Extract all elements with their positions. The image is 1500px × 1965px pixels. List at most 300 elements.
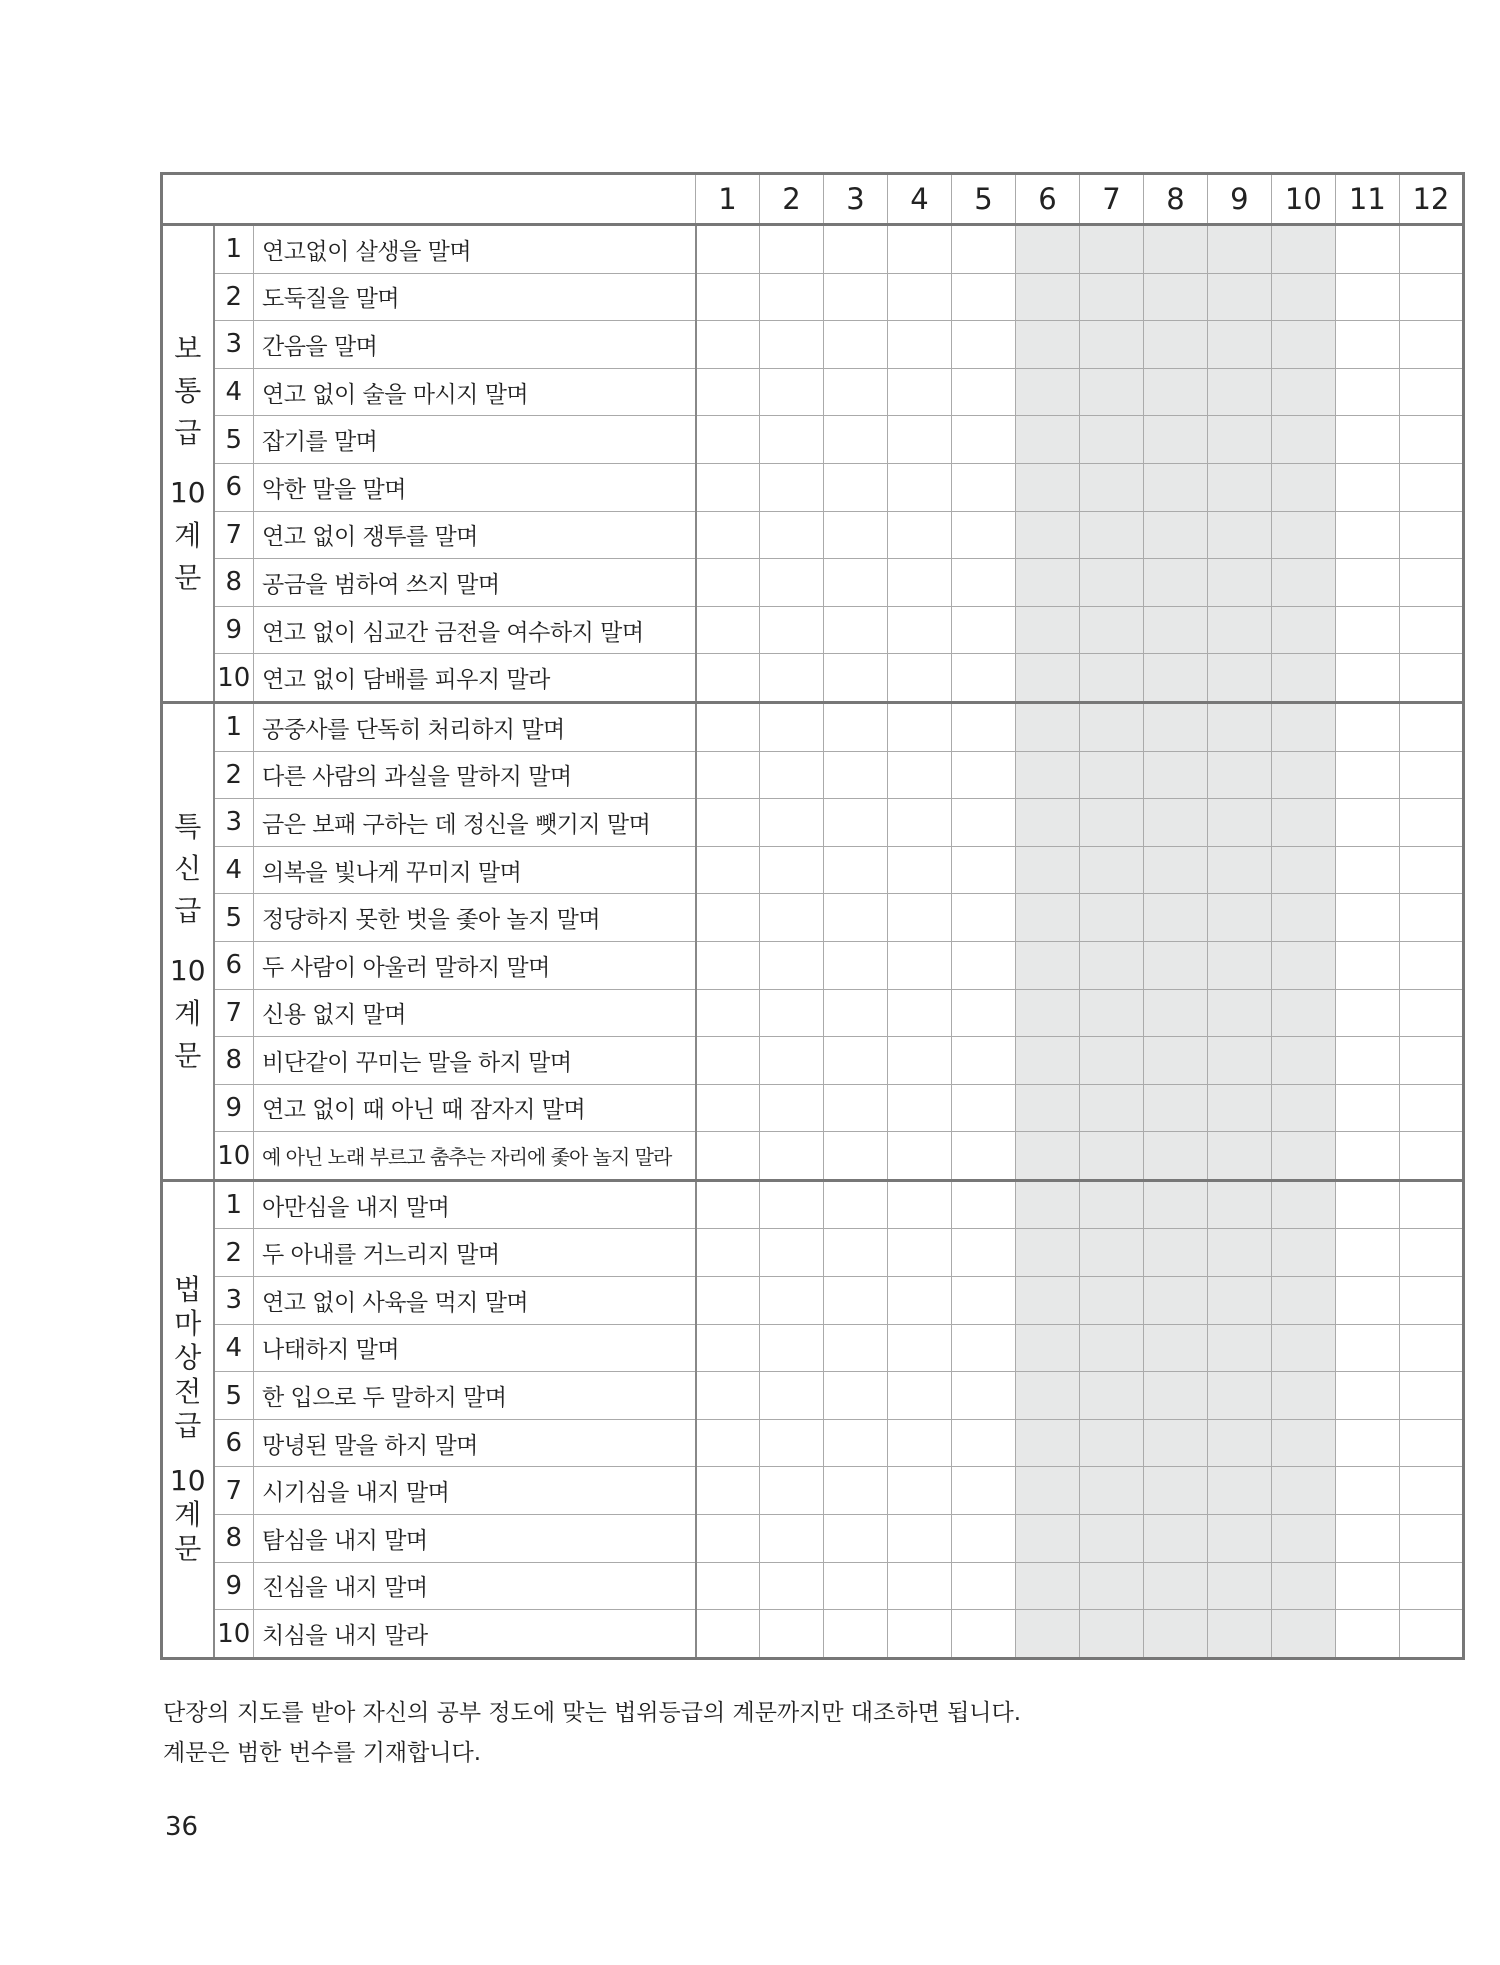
tally-cell-month-10[interactable]	[1271, 1515, 1335, 1563]
tally-cell-month-8[interactable]	[1143, 1467, 1207, 1515]
tally-cell-month-11[interactable]	[1335, 894, 1399, 942]
tally-cell-month-7[interactable]	[1079, 511, 1143, 559]
tally-cell-month-8[interactable]	[1143, 799, 1207, 847]
tally-cell-month-1[interactable]	[696, 941, 760, 989]
tally-cell-month-2[interactable]	[760, 1229, 824, 1277]
tally-cell-month-4[interactable]	[887, 1180, 951, 1229]
tally-cell-month-9[interactable]	[1207, 1372, 1271, 1420]
tally-cell-month-9[interactable]	[1207, 989, 1271, 1037]
tally-cell-month-7[interactable]	[1079, 1277, 1143, 1325]
tally-cell-month-3[interactable]	[824, 1324, 888, 1372]
tally-cell-month-2[interactable]	[760, 1084, 824, 1132]
tally-cell-month-11[interactable]	[1335, 511, 1399, 559]
tally-cell-month-10[interactable]	[1271, 225, 1335, 274]
tally-cell-month-5[interactable]	[951, 846, 1015, 894]
tally-cell-month-11[interactable]	[1335, 1610, 1399, 1659]
tally-cell-month-6[interactable]	[1015, 321, 1079, 369]
tally-cell-month-11[interactable]	[1335, 416, 1399, 464]
tally-cell-month-3[interactable]	[824, 1419, 888, 1467]
tally-cell-month-1[interactable]	[696, 799, 760, 847]
tally-cell-month-3[interactable]	[824, 1515, 888, 1563]
tally-cell-month-7[interactable]	[1079, 559, 1143, 607]
tally-cell-month-12[interactable]	[1399, 799, 1463, 847]
tally-cell-month-10[interactable]	[1271, 1277, 1335, 1325]
tally-cell-month-3[interactable]	[824, 702, 888, 751]
tally-cell-month-11[interactable]	[1335, 1419, 1399, 1467]
tally-cell-month-11[interactable]	[1335, 1372, 1399, 1420]
tally-cell-month-10[interactable]	[1271, 559, 1335, 607]
tally-cell-month-12[interactable]	[1399, 1515, 1463, 1563]
tally-cell-month-8[interactable]	[1143, 1084, 1207, 1132]
tally-cell-month-9[interactable]	[1207, 225, 1271, 274]
tally-cell-month-4[interactable]	[887, 1229, 951, 1277]
tally-cell-month-3[interactable]	[824, 321, 888, 369]
tally-cell-month-6[interactable]	[1015, 225, 1079, 274]
tally-cell-month-12[interactable]	[1399, 1467, 1463, 1515]
tally-cell-month-4[interactable]	[887, 1037, 951, 1085]
tally-cell-month-12[interactable]	[1399, 1562, 1463, 1610]
tally-cell-month-8[interactable]	[1143, 225, 1207, 274]
tally-cell-month-5[interactable]	[951, 1610, 1015, 1659]
tally-cell-month-11[interactable]	[1335, 702, 1399, 751]
tally-cell-month-7[interactable]	[1079, 463, 1143, 511]
tally-cell-month-5[interactable]	[951, 654, 1015, 703]
tally-cell-month-12[interactable]	[1399, 511, 1463, 559]
tally-cell-month-8[interactable]	[1143, 1419, 1207, 1467]
tally-cell-month-9[interactable]	[1207, 1084, 1271, 1132]
tally-cell-month-6[interactable]	[1015, 846, 1079, 894]
tally-cell-month-12[interactable]	[1399, 321, 1463, 369]
tally-cell-month-5[interactable]	[951, 941, 1015, 989]
tally-cell-month-7[interactable]	[1079, 1467, 1143, 1515]
tally-cell-month-7[interactable]	[1079, 416, 1143, 464]
tally-cell-month-7[interactable]	[1079, 751, 1143, 799]
tally-cell-month-7[interactable]	[1079, 1324, 1143, 1372]
tally-cell-month-6[interactable]	[1015, 1467, 1079, 1515]
tally-cell-month-7[interactable]	[1079, 606, 1143, 654]
tally-cell-month-11[interactable]	[1335, 751, 1399, 799]
tally-cell-month-12[interactable]	[1399, 1277, 1463, 1325]
tally-cell-month-6[interactable]	[1015, 989, 1079, 1037]
tally-cell-month-5[interactable]	[951, 894, 1015, 942]
tally-cell-month-2[interactable]	[760, 1562, 824, 1610]
tally-cell-month-7[interactable]	[1079, 989, 1143, 1037]
tally-cell-month-5[interactable]	[951, 273, 1015, 321]
tally-cell-month-2[interactable]	[760, 941, 824, 989]
tally-cell-month-12[interactable]	[1399, 1084, 1463, 1132]
tally-cell-month-7[interactable]	[1079, 1037, 1143, 1085]
tally-cell-month-5[interactable]	[951, 368, 1015, 416]
tally-cell-month-1[interactable]	[696, 1229, 760, 1277]
tally-cell-month-4[interactable]	[887, 225, 951, 274]
tally-cell-month-11[interactable]	[1335, 1037, 1399, 1085]
tally-cell-month-11[interactable]	[1335, 368, 1399, 416]
tally-cell-month-2[interactable]	[760, 799, 824, 847]
tally-cell-month-9[interactable]	[1207, 1277, 1271, 1325]
tally-cell-month-7[interactable]	[1079, 1610, 1143, 1659]
tally-cell-month-9[interactable]	[1207, 511, 1271, 559]
tally-cell-month-5[interactable]	[951, 463, 1015, 511]
tally-cell-month-6[interactable]	[1015, 1180, 1079, 1229]
tally-cell-month-7[interactable]	[1079, 273, 1143, 321]
tally-cell-month-5[interactable]	[951, 1084, 1015, 1132]
tally-cell-month-3[interactable]	[824, 941, 888, 989]
tally-cell-month-2[interactable]	[760, 894, 824, 942]
tally-cell-month-11[interactable]	[1335, 1515, 1399, 1563]
tally-cell-month-5[interactable]	[951, 1324, 1015, 1372]
tally-cell-month-7[interactable]	[1079, 1562, 1143, 1610]
tally-cell-month-3[interactable]	[824, 1037, 888, 1085]
tally-cell-month-2[interactable]	[760, 559, 824, 607]
tally-cell-month-8[interactable]	[1143, 1562, 1207, 1610]
tally-cell-month-10[interactable]	[1271, 1084, 1335, 1132]
tally-cell-month-3[interactable]	[824, 989, 888, 1037]
tally-cell-month-7[interactable]	[1079, 1084, 1143, 1132]
tally-cell-month-10[interactable]	[1271, 894, 1335, 942]
tally-cell-month-4[interactable]	[887, 1372, 951, 1420]
tally-cell-month-3[interactable]	[824, 1229, 888, 1277]
tally-cell-month-12[interactable]	[1399, 1610, 1463, 1659]
tally-cell-month-6[interactable]	[1015, 511, 1079, 559]
tally-cell-month-7[interactable]	[1079, 1419, 1143, 1467]
tally-cell-month-9[interactable]	[1207, 1229, 1271, 1277]
tally-cell-month-8[interactable]	[1143, 1610, 1207, 1659]
tally-cell-month-10[interactable]	[1271, 511, 1335, 559]
tally-cell-month-8[interactable]	[1143, 1277, 1207, 1325]
tally-cell-month-1[interactable]	[696, 1562, 760, 1610]
tally-cell-month-11[interactable]	[1335, 606, 1399, 654]
tally-cell-month-4[interactable]	[887, 463, 951, 511]
tally-cell-month-1[interactable]	[696, 225, 760, 274]
tally-cell-month-2[interactable]	[760, 846, 824, 894]
tally-cell-month-3[interactable]	[824, 654, 888, 703]
tally-cell-month-3[interactable]	[824, 1467, 888, 1515]
tally-cell-month-9[interactable]	[1207, 416, 1271, 464]
tally-cell-month-1[interactable]	[696, 273, 760, 321]
tally-cell-month-9[interactable]	[1207, 463, 1271, 511]
tally-cell-month-5[interactable]	[951, 799, 1015, 847]
tally-cell-month-3[interactable]	[824, 463, 888, 511]
tally-cell-month-3[interactable]	[824, 846, 888, 894]
tally-cell-month-2[interactable]	[760, 321, 824, 369]
tally-cell-month-9[interactable]	[1207, 941, 1271, 989]
tally-cell-month-4[interactable]	[887, 1515, 951, 1563]
tally-cell-month-11[interactable]	[1335, 799, 1399, 847]
tally-cell-month-11[interactable]	[1335, 989, 1399, 1037]
tally-cell-month-9[interactable]	[1207, 751, 1271, 799]
tally-cell-month-4[interactable]	[887, 1419, 951, 1467]
tally-cell-month-12[interactable]	[1399, 846, 1463, 894]
tally-cell-month-6[interactable]	[1015, 606, 1079, 654]
tally-cell-month-9[interactable]	[1207, 273, 1271, 321]
tally-cell-month-2[interactable]	[760, 1132, 824, 1181]
tally-cell-month-1[interactable]	[696, 1132, 760, 1181]
tally-cell-month-1[interactable]	[696, 321, 760, 369]
tally-cell-month-10[interactable]	[1271, 1467, 1335, 1515]
tally-cell-month-10[interactable]	[1271, 654, 1335, 703]
tally-cell-month-8[interactable]	[1143, 1324, 1207, 1372]
tally-cell-month-10[interactable]	[1271, 321, 1335, 369]
tally-cell-month-2[interactable]	[760, 1515, 824, 1563]
tally-cell-month-6[interactable]	[1015, 1610, 1079, 1659]
tally-cell-month-8[interactable]	[1143, 1372, 1207, 1420]
tally-cell-month-11[interactable]	[1335, 1277, 1399, 1325]
tally-cell-month-10[interactable]	[1271, 1419, 1335, 1467]
tally-cell-month-1[interactable]	[696, 1277, 760, 1325]
tally-cell-month-12[interactable]	[1399, 368, 1463, 416]
tally-cell-month-9[interactable]	[1207, 1180, 1271, 1229]
tally-cell-month-3[interactable]	[824, 1132, 888, 1181]
tally-cell-month-2[interactable]	[760, 1610, 824, 1659]
tally-cell-month-4[interactable]	[887, 1562, 951, 1610]
tally-cell-month-1[interactable]	[696, 654, 760, 703]
tally-cell-month-5[interactable]	[951, 511, 1015, 559]
tally-cell-month-3[interactable]	[824, 894, 888, 942]
tally-cell-month-2[interactable]	[760, 511, 824, 559]
tally-cell-month-6[interactable]	[1015, 1562, 1079, 1610]
tally-cell-month-12[interactable]	[1399, 559, 1463, 607]
tally-cell-month-3[interactable]	[824, 273, 888, 321]
tally-cell-month-8[interactable]	[1143, 846, 1207, 894]
tally-cell-month-4[interactable]	[887, 846, 951, 894]
tally-cell-month-10[interactable]	[1271, 941, 1335, 989]
tally-cell-month-8[interactable]	[1143, 416, 1207, 464]
tally-cell-month-6[interactable]	[1015, 1372, 1079, 1420]
tally-cell-month-8[interactable]	[1143, 1132, 1207, 1181]
tally-cell-month-2[interactable]	[760, 463, 824, 511]
tally-cell-month-11[interactable]	[1335, 225, 1399, 274]
tally-cell-month-9[interactable]	[1207, 1037, 1271, 1085]
tally-cell-month-12[interactable]	[1399, 989, 1463, 1037]
tally-cell-month-5[interactable]	[951, 225, 1015, 274]
tally-cell-month-5[interactable]	[951, 1515, 1015, 1563]
tally-cell-month-8[interactable]	[1143, 606, 1207, 654]
tally-cell-month-9[interactable]	[1207, 321, 1271, 369]
tally-cell-month-6[interactable]	[1015, 416, 1079, 464]
tally-cell-month-10[interactable]	[1271, 1132, 1335, 1181]
tally-cell-month-4[interactable]	[887, 1084, 951, 1132]
tally-cell-month-5[interactable]	[951, 559, 1015, 607]
tally-cell-month-4[interactable]	[887, 941, 951, 989]
tally-cell-month-12[interactable]	[1399, 273, 1463, 321]
tally-cell-month-9[interactable]	[1207, 606, 1271, 654]
tally-cell-month-11[interactable]	[1335, 941, 1399, 989]
tally-cell-month-10[interactable]	[1271, 1562, 1335, 1610]
tally-cell-month-2[interactable]	[760, 1180, 824, 1229]
tally-cell-month-2[interactable]	[760, 702, 824, 751]
tally-cell-month-11[interactable]	[1335, 1562, 1399, 1610]
tally-cell-month-11[interactable]	[1335, 1180, 1399, 1229]
tally-cell-month-12[interactable]	[1399, 1229, 1463, 1277]
tally-cell-month-7[interactable]	[1079, 654, 1143, 703]
tally-cell-month-8[interactable]	[1143, 894, 1207, 942]
tally-cell-month-7[interactable]	[1079, 799, 1143, 847]
tally-cell-month-2[interactable]	[760, 1037, 824, 1085]
tally-cell-month-1[interactable]	[696, 416, 760, 464]
tally-cell-month-9[interactable]	[1207, 1419, 1271, 1467]
tally-cell-month-9[interactable]	[1207, 1132, 1271, 1181]
tally-cell-month-1[interactable]	[696, 1372, 760, 1420]
tally-cell-month-4[interactable]	[887, 511, 951, 559]
tally-cell-month-1[interactable]	[696, 1515, 760, 1563]
tally-cell-month-6[interactable]	[1015, 1324, 1079, 1372]
tally-cell-month-10[interactable]	[1271, 846, 1335, 894]
tally-cell-month-2[interactable]	[760, 989, 824, 1037]
tally-cell-month-8[interactable]	[1143, 321, 1207, 369]
tally-cell-month-5[interactable]	[951, 702, 1015, 751]
tally-cell-month-8[interactable]	[1143, 1515, 1207, 1563]
tally-cell-month-5[interactable]	[951, 606, 1015, 654]
tally-cell-month-3[interactable]	[824, 799, 888, 847]
tally-cell-month-3[interactable]	[824, 1610, 888, 1659]
tally-cell-month-11[interactable]	[1335, 1132, 1399, 1181]
tally-cell-month-5[interactable]	[951, 1229, 1015, 1277]
tally-cell-month-7[interactable]	[1079, 702, 1143, 751]
tally-cell-month-7[interactable]	[1079, 1372, 1143, 1420]
tally-cell-month-12[interactable]	[1399, 1132, 1463, 1181]
tally-cell-month-10[interactable]	[1271, 463, 1335, 511]
tally-cell-month-3[interactable]	[824, 559, 888, 607]
tally-cell-month-5[interactable]	[951, 1132, 1015, 1181]
tally-cell-month-7[interactable]	[1079, 321, 1143, 369]
tally-cell-month-8[interactable]	[1143, 1037, 1207, 1085]
tally-cell-month-3[interactable]	[824, 1277, 888, 1325]
tally-cell-month-4[interactable]	[887, 368, 951, 416]
tally-cell-month-9[interactable]	[1207, 1610, 1271, 1659]
tally-cell-month-2[interactable]	[760, 654, 824, 703]
tally-cell-month-2[interactable]	[760, 1277, 824, 1325]
tally-cell-month-2[interactable]	[760, 1372, 824, 1420]
tally-cell-month-5[interactable]	[951, 1419, 1015, 1467]
tally-cell-month-4[interactable]	[887, 1467, 951, 1515]
tally-cell-month-11[interactable]	[1335, 463, 1399, 511]
tally-cell-month-8[interactable]	[1143, 1229, 1207, 1277]
tally-cell-month-7[interactable]	[1079, 1132, 1143, 1181]
tally-cell-month-2[interactable]	[760, 1419, 824, 1467]
tally-cell-month-8[interactable]	[1143, 1180, 1207, 1229]
tally-cell-month-5[interactable]	[951, 1372, 1015, 1420]
tally-cell-month-1[interactable]	[696, 846, 760, 894]
tally-cell-month-4[interactable]	[887, 702, 951, 751]
tally-cell-month-9[interactable]	[1207, 799, 1271, 847]
tally-cell-month-8[interactable]	[1143, 941, 1207, 989]
tally-cell-month-5[interactable]	[951, 751, 1015, 799]
tally-cell-month-6[interactable]	[1015, 702, 1079, 751]
tally-cell-month-12[interactable]	[1399, 606, 1463, 654]
tally-cell-month-9[interactable]	[1207, 559, 1271, 607]
tally-cell-month-1[interactable]	[696, 1084, 760, 1132]
tally-cell-month-7[interactable]	[1079, 846, 1143, 894]
tally-cell-month-7[interactable]	[1079, 941, 1143, 989]
tally-cell-month-2[interactable]	[760, 1467, 824, 1515]
tally-cell-month-7[interactable]	[1079, 1229, 1143, 1277]
tally-cell-month-3[interactable]	[824, 1084, 888, 1132]
tally-cell-month-8[interactable]	[1143, 368, 1207, 416]
tally-cell-month-2[interactable]	[760, 273, 824, 321]
tally-cell-month-10[interactable]	[1271, 1037, 1335, 1085]
tally-cell-month-7[interactable]	[1079, 894, 1143, 942]
tally-cell-month-2[interactable]	[760, 1324, 824, 1372]
tally-cell-month-3[interactable]	[824, 1180, 888, 1229]
tally-cell-month-12[interactable]	[1399, 702, 1463, 751]
tally-cell-month-6[interactable]	[1015, 1132, 1079, 1181]
tally-cell-month-4[interactable]	[887, 989, 951, 1037]
tally-cell-month-10[interactable]	[1271, 273, 1335, 321]
tally-cell-month-9[interactable]	[1207, 1324, 1271, 1372]
tally-cell-month-3[interactable]	[824, 225, 888, 274]
tally-cell-month-4[interactable]	[887, 1324, 951, 1372]
tally-cell-month-5[interactable]	[951, 1277, 1015, 1325]
tally-cell-month-4[interactable]	[887, 751, 951, 799]
tally-cell-month-4[interactable]	[887, 416, 951, 464]
tally-cell-month-10[interactable]	[1271, 989, 1335, 1037]
tally-cell-month-9[interactable]	[1207, 894, 1271, 942]
tally-cell-month-11[interactable]	[1335, 1467, 1399, 1515]
tally-cell-month-1[interactable]	[696, 559, 760, 607]
tally-cell-month-7[interactable]	[1079, 1180, 1143, 1229]
tally-cell-month-12[interactable]	[1399, 463, 1463, 511]
tally-cell-month-6[interactable]	[1015, 1419, 1079, 1467]
tally-cell-month-10[interactable]	[1271, 416, 1335, 464]
tally-cell-month-5[interactable]	[951, 1562, 1015, 1610]
tally-cell-month-3[interactable]	[824, 751, 888, 799]
tally-cell-month-12[interactable]	[1399, 751, 1463, 799]
tally-cell-month-12[interactable]	[1399, 894, 1463, 942]
tally-cell-month-12[interactable]	[1399, 1180, 1463, 1229]
tally-cell-month-6[interactable]	[1015, 1515, 1079, 1563]
tally-cell-month-7[interactable]	[1079, 368, 1143, 416]
tally-cell-month-4[interactable]	[887, 273, 951, 321]
tally-cell-month-12[interactable]	[1399, 1419, 1463, 1467]
tally-cell-month-2[interactable]	[760, 225, 824, 274]
tally-cell-month-4[interactable]	[887, 1277, 951, 1325]
tally-cell-month-12[interactable]	[1399, 654, 1463, 703]
tally-cell-month-1[interactable]	[696, 1180, 760, 1229]
tally-cell-month-6[interactable]	[1015, 559, 1079, 607]
tally-cell-month-1[interactable]	[696, 894, 760, 942]
tally-cell-month-1[interactable]	[696, 989, 760, 1037]
tally-cell-month-9[interactable]	[1207, 1562, 1271, 1610]
tally-cell-month-6[interactable]	[1015, 1037, 1079, 1085]
tally-cell-month-3[interactable]	[824, 416, 888, 464]
tally-cell-month-3[interactable]	[824, 511, 888, 559]
tally-cell-month-4[interactable]	[887, 1132, 951, 1181]
tally-cell-month-11[interactable]	[1335, 1084, 1399, 1132]
tally-cell-month-10[interactable]	[1271, 799, 1335, 847]
tally-cell-month-1[interactable]	[696, 702, 760, 751]
tally-cell-month-3[interactable]	[824, 1562, 888, 1610]
tally-cell-month-2[interactable]	[760, 606, 824, 654]
tally-cell-month-11[interactable]	[1335, 1229, 1399, 1277]
tally-cell-month-12[interactable]	[1399, 1324, 1463, 1372]
tally-cell-month-12[interactable]	[1399, 941, 1463, 989]
tally-cell-month-4[interactable]	[887, 1610, 951, 1659]
tally-cell-month-6[interactable]	[1015, 654, 1079, 703]
tally-cell-month-6[interactable]	[1015, 463, 1079, 511]
tally-cell-month-4[interactable]	[887, 606, 951, 654]
tally-cell-month-8[interactable]	[1143, 273, 1207, 321]
tally-cell-month-1[interactable]	[696, 1037, 760, 1085]
tally-cell-month-8[interactable]	[1143, 702, 1207, 751]
tally-cell-month-10[interactable]	[1271, 1229, 1335, 1277]
tally-cell-month-5[interactable]	[951, 321, 1015, 369]
tally-cell-month-10[interactable]	[1271, 1372, 1335, 1420]
tally-cell-month-9[interactable]	[1207, 1467, 1271, 1515]
tally-cell-month-6[interactable]	[1015, 941, 1079, 989]
tally-cell-month-6[interactable]	[1015, 273, 1079, 321]
tally-cell-month-6[interactable]	[1015, 751, 1079, 799]
tally-cell-month-2[interactable]	[760, 368, 824, 416]
